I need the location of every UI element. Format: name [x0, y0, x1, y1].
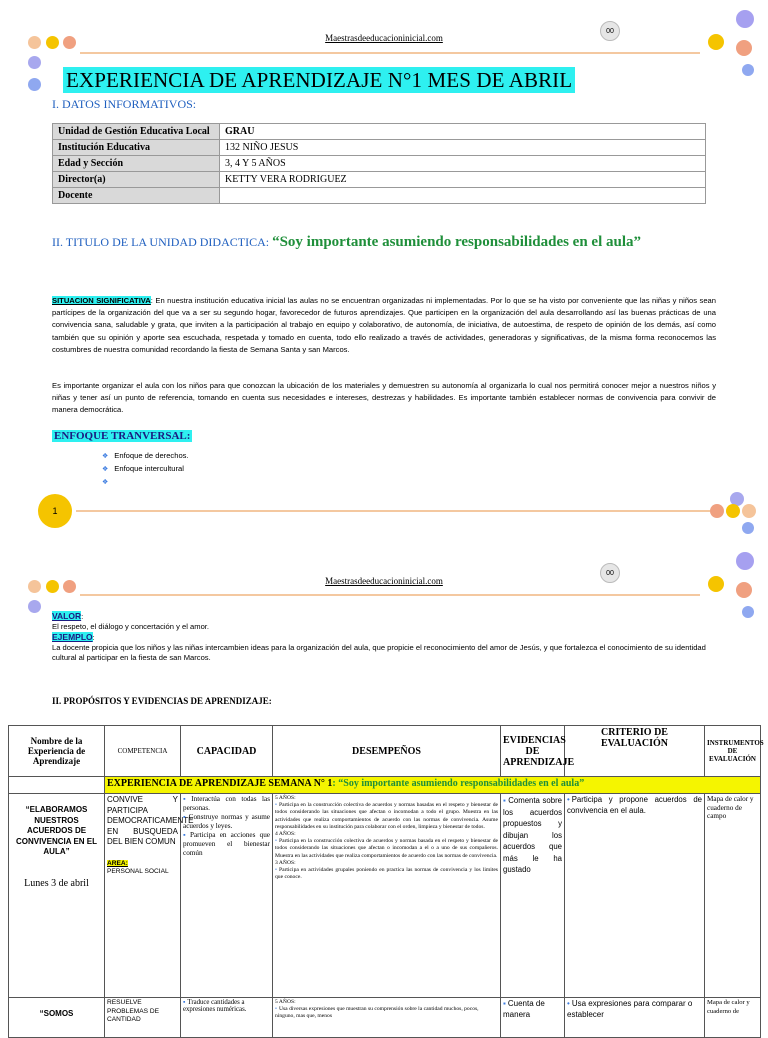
- header-criterio: CRITERIO DE EVALUACIÓN: [565, 726, 705, 777]
- evidencia-text: ▪ Comenta sobre los acuerdos propuestos y dibujan los acuerdos que más le ha gustado: [503, 795, 562, 876]
- situacion-label: SITUACION SIGNIFICATIVA: [52, 296, 151, 305]
- table-row: [53, 172, 706, 188]
- experience-name-cell: [9, 998, 105, 1038]
- instrumento-cell: [705, 794, 761, 998]
- decor-dot: [28, 56, 41, 69]
- desempeno-age: 4 AÑOS:: [275, 831, 296, 838]
- evidencia-text: ▪ Cuenta de manera: [503, 999, 562, 1020]
- situacion-significativa: [52, 295, 716, 356]
- desempeno-text: • Participa en actividades grupales poniendo en practica las normas de convivencia y los limites que conoce.: [275, 867, 498, 881]
- competencia-cell: [105, 794, 194, 998]
- experience-date: Lunes 3 de abril: [24, 877, 89, 889]
- list-item: ❖ Enfoque intercultural: [102, 463, 189, 476]
- info-value: [220, 188, 706, 204]
- header-divider: [80, 52, 700, 54]
- experience-name: “SOMOS: [39, 1009, 74, 1018]
- table-header-row: [9, 726, 761, 777]
- situacion-text: : En nuestra institución educativa inicial las aulas no se encuentran organizadas ni implementadas. Por lo que se ha visto por conveniente que las niñas y niños sean partícipes de la organización del que va a ser su segundo hogar, favorecedor de futuros aprendizajes. Que participen en la organización del aula desarrollando así las buenas prácticas de una convivencia sana, saludable y grata, que inviten a la participación al trabajo en equipo y colaborativo, de autonomía, de iniciativa, de autoestima, de respeto de opinión de los demás, así como también que su opinión y aporte sea escuchada, respetada y tomado en cuenta, todo ello realizado a través de actividades, generadoras y significativas, de la misma forma reconocemos las costumbres de nuestra comunidad recordando la fiesta de Semana Santa y san Marcos.: [52, 296, 716, 354]
- info-label: Institución Educativa: [53, 140, 220, 156]
- ejemplo-label: EJEMPLO: [52, 632, 93, 642]
- instrumento-text: Mapa de calor y cuaderno de: [707, 999, 750, 1015]
- page-number: 1: [38, 494, 72, 528]
- criterio-cell: [565, 998, 705, 1038]
- header-evidencias: EVIDENCIAS DE APRENDIZAJE: [501, 726, 565, 777]
- week-title: [105, 777, 761, 794]
- valor-text: El respeto, el diálogo y concertación y el amor.: [52, 622, 210, 631]
- decor-dot: [736, 552, 754, 570]
- competencia-cell: [105, 998, 181, 1038]
- table-row: [9, 794, 761, 998]
- table-row: [53, 124, 706, 140]
- header-competencia: COMPETENCIA: [105, 726, 181, 777]
- list-item: ❖ Enfoque de derechos.: [102, 450, 189, 463]
- info-value: 132 NIÑO JESUS: [220, 140, 706, 156]
- footer-divider: [76, 510, 710, 512]
- desempeno-age: 5 AÑOS:: [275, 795, 296, 801]
- desempenos-cell: [273, 998, 501, 1038]
- unit-title-text: “Soy importante asumiendo responsabilidades en el aula”: [272, 234, 642, 250]
- header-capacidad: CAPACIDAD: [181, 726, 273, 777]
- capacidad-cell: [181, 794, 273, 998]
- header-desempenos: DESEMPEÑOS: [273, 726, 501, 777]
- header-instrumentos: INSTRUMENTOS DE EVALUACIÓN: [705, 726, 761, 777]
- desempenos-cell: [273, 794, 501, 998]
- valor-block: VALOR: El respeto, el diálogo y concertación y el amor. EJEMPLO:: [52, 611, 210, 642]
- area-label: AREA:: [107, 859, 128, 867]
- decor-dot: [710, 504, 724, 518]
- info-label: Unidad de Gestión Educativa Local: [53, 124, 220, 140]
- page-badge: 00: [600, 21, 620, 41]
- table-row: [53, 188, 706, 204]
- page-badge: 00: [600, 563, 620, 583]
- desempeno-text: • Participa en la construcción colectiva de acuerdos y normas basadas en el respeto y bienestar de todos considerando las situaciones que afectan o incomodan a todo el grupo. Muestra en las actividades que realiza comportamientos de acuerdo con las normas de convivencia. Asume responsabilidades en su institución para colaborar con el orden, limpieza y bienestar de todos.: [275, 802, 498, 831]
- propositos-table: [8, 725, 764, 1038]
- section-datos-informativos: I. DATOS INFORMATIVOS:: [52, 97, 197, 111]
- info-label: Docente: [53, 188, 220, 204]
- capacidad-cell: [181, 998, 273, 1038]
- week-title-text: : “Soy importante asumiendo responsabilidades en el aula”: [332, 778, 585, 789]
- enfoque-list: [102, 450, 189, 489]
- evidencia-cell: [501, 794, 565, 998]
- decor-dot: [28, 78, 41, 91]
- header-nombre: Nombre de la Experiencia de Aprendizaje: [9, 726, 105, 777]
- info-label: Director(a): [53, 172, 220, 188]
- info-value: 3, 4 Y 5 AÑOS: [220, 156, 706, 172]
- paragraph: Es importante organizar el aula con los niños para que conozcan la ubicación de los materiales y demuestren su autonomía al organizarla lo cual nos permitirá conocer mejor a nuestros niños y niñas y tener así un punto de referencia, tomando en cuenta sus necesidades e intereses, destrezas y habilidades. Es importante también establecer normas de convivencia para convivir de manera democrática.: [52, 381, 716, 415]
- decor-dot: [742, 606, 754, 618]
- info-label: Edad y Sección: [53, 156, 220, 172]
- unit-title: [52, 232, 712, 252]
- table-row: [9, 998, 761, 1038]
- site-url[interactable]: Maestrasdeeducacioninicial.com: [325, 33, 443, 43]
- experience-name: “ELABORAMOS NUESTROS ACUERDOS DE CONVIVENCIA EN EL AULA”: [15, 805, 98, 856]
- competencia-text: CONVIVE Y PARTICIPA DEMOCRATICAMENTE EN BUSQUEDA DEL BIEN COMUN: [107, 795, 194, 846]
- unit-title-prefix: II. TITULO DE LA UNIDAD DIDACTICA:: [52, 235, 273, 249]
- info-value: GRAU: [220, 124, 706, 140]
- week-row: [9, 777, 761, 794]
- info-table: [52, 123, 706, 204]
- desempeno-text: • Participa en la construcción colectiva de acuerdos y normas basada en el respeto y bienestar de todos considerando las situaciones que afectan o incomodan a el o a uno de sus compañeros. Muestra en las actividades que realiza comportamientos de acuerdo con las normas de convivencia.: [275, 838, 498, 860]
- decor-dot: [742, 64, 754, 76]
- capacidad-item: ▪ Interactúa con todas las personas.: [183, 795, 270, 813]
- header-divider: [80, 594, 700, 596]
- area-block: [107, 860, 178, 869]
- decor-dot: [726, 504, 740, 518]
- competencia-text: RESUELVE PROBLEMAS DE CANTIDAD: [107, 999, 160, 1024]
- decor-dot: [742, 504, 756, 518]
- capacidad-item: ▪ Construye normas y asume acuerdos y leyes.: [183, 813, 270, 831]
- empty-cell: [9, 777, 105, 794]
- criterio-text: • Usa expresiones para comparar o establecer: [567, 999, 702, 1020]
- instrumento-cell: [705, 998, 761, 1038]
- decor-dot: [742, 522, 754, 534]
- week-label: EXPERIENCIA DE APRENDIZAJE SEMANA N° 1: [107, 778, 333, 789]
- decor-dot: [736, 10, 754, 28]
- decor-dot: [28, 600, 41, 613]
- desempeno-age: 3 AÑOS:: [275, 859, 296, 866]
- evidencia-cell: [501, 998, 565, 1038]
- list-item: [102, 476, 189, 489]
- ejemplo-text: La docente propicia que los niños y las niñas intercambien ideas para la organización del aula, que propicie el reconocimiento del amor de Jesús, y que fortalezca el conocimiento de su identidad cultural al participar en la fiesta de san Marcos.: [52, 643, 706, 662]
- area-text: PERSONAL SOCIAL: [107, 868, 169, 876]
- capacidad-item: ▪ Participa en acciones que promueven el bienestar común: [183, 831, 270, 858]
- table-row: [53, 140, 706, 156]
- info-value: KETTY VERA RODRIGUEZ: [220, 172, 706, 188]
- table-row: [53, 156, 706, 172]
- desempeno-age: 5 AÑOS:: [275, 999, 296, 1005]
- instrumento-text: Mapa de calor y cuaderno de campo: [707, 795, 754, 821]
- experience-name-cell: [9, 794, 105, 998]
- site-url[interactable]: Maestrasdeeducacioninicial.com: [325, 576, 443, 586]
- valor-label: VALOR: [52, 611, 82, 621]
- enfoque-transversal-label: ENFOQUE TRANVERSAL:: [54, 430, 191, 442]
- desempeno-text: • Usa diversas expresiones que muestran su comprensión sobre la cantidad muchos, pocos, ninguno, mas que, menos: [275, 1006, 498, 1020]
- criterio-cell: [565, 794, 705, 998]
- capacidad-item: ▪ Traduce cantidades a expresiones numéricas.: [183, 999, 270, 1013]
- section-propositos: II. PROPÓSITOS Y EVIDENCIAS DE APRENDIZAJE:: [52, 696, 272, 706]
- criterio-text: • Participa y propone acuerdos de convivencia en el aula.: [567, 795, 702, 816]
- page-title: EXPERIENCIA DE APRENDIZAJE N°1 MES DE ABRIL: [63, 67, 575, 93]
